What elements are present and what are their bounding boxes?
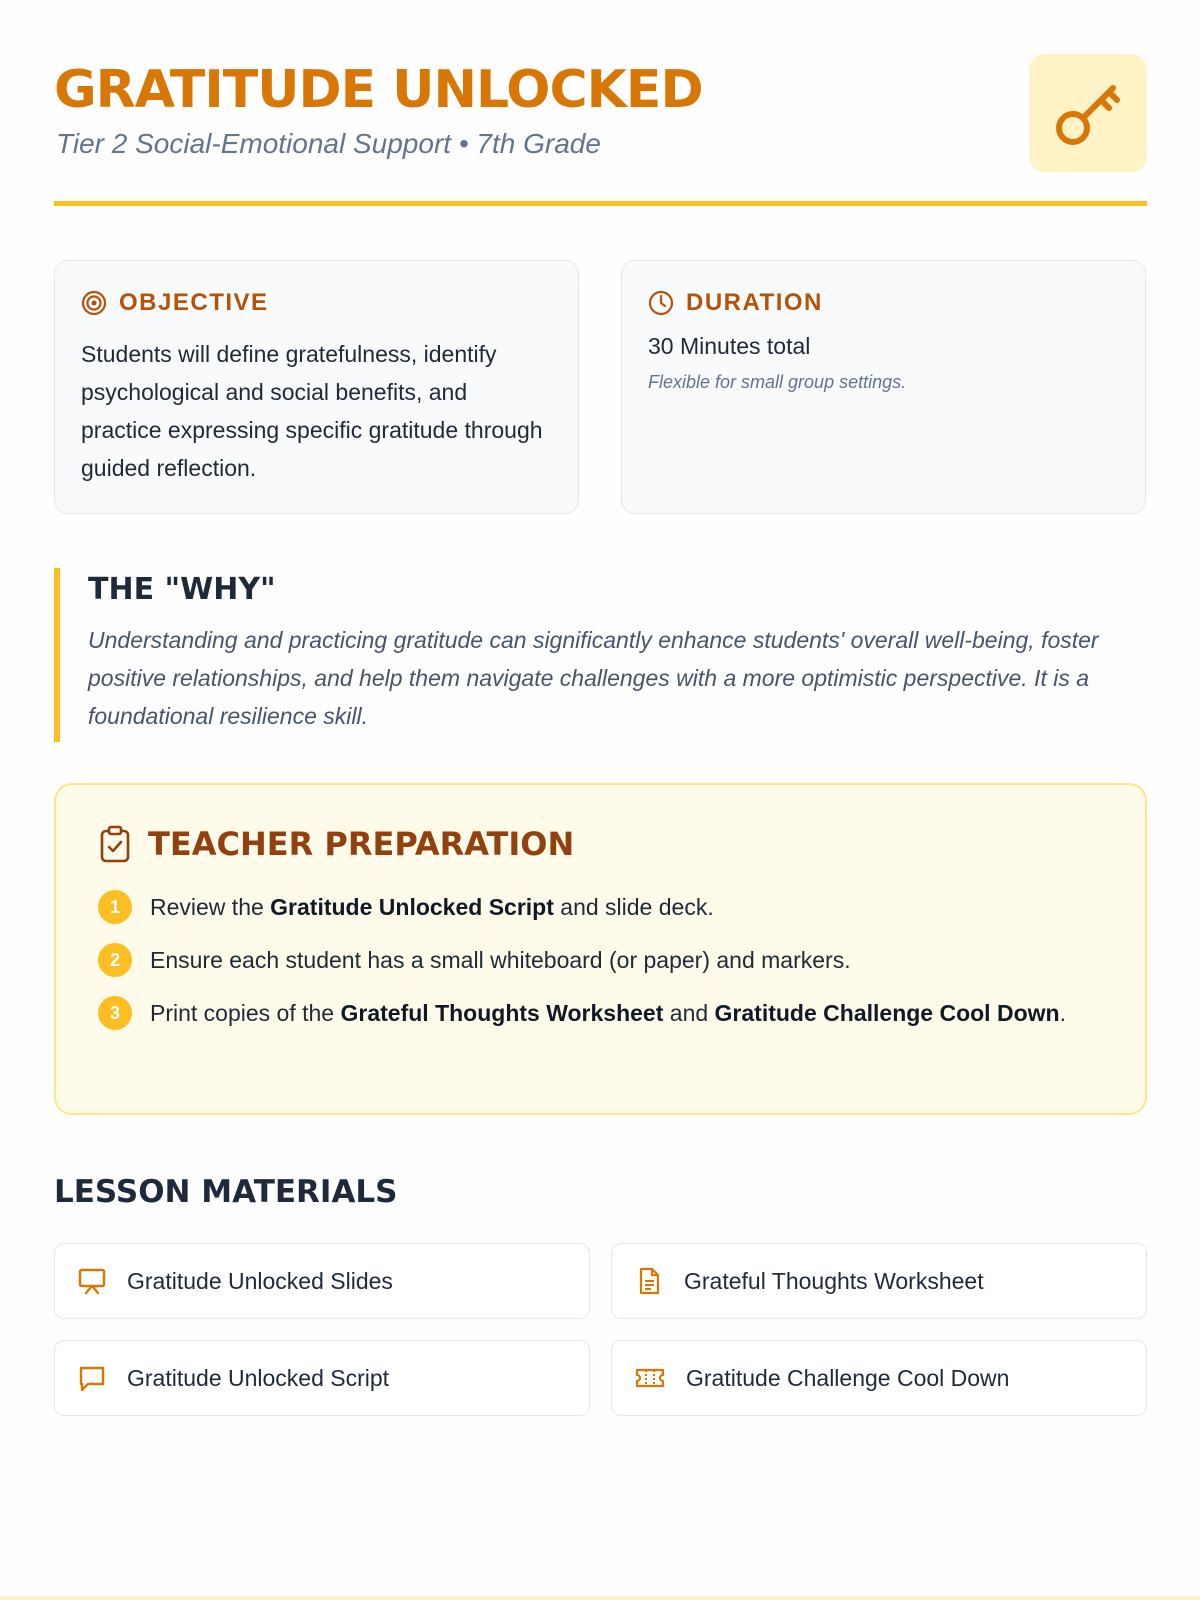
why-section — [54, 568, 1147, 742]
document-icon — [634, 1266, 664, 1296]
objective-text: Students will define gratefulness, identify psychological and social benefits, and practice expressing specific gratitude through guided reflection. — [81, 341, 543, 481]
material-label: Gratitude Unlocked Script — [127, 1364, 390, 1391]
ticket-icon — [634, 1363, 666, 1393]
speech-bubble-icon — [77, 1363, 107, 1393]
key-badge — [1029, 54, 1147, 172]
step-number-badge: 1 — [98, 890, 132, 924]
preparation-step: 1 Review the Gratitude Unlocked Script and slide deck. — [98, 891, 1103, 924]
page-subtitle: Tier 2 Social-Emotional Support • 7th Grade — [56, 128, 601, 159]
material-label: Grateful Thoughts Worksheet — [684, 1267, 984, 1294]
clipboard-check-icon — [98, 825, 132, 863]
target-icon — [81, 290, 107, 316]
key-icon — [1051, 76, 1125, 150]
preparation-step: 2 Ensure each student has a small whiteboard (or paper) and markers. — [98, 944, 1103, 977]
step-number-badge: 2 — [98, 943, 132, 977]
preparation-steps — [98, 891, 1103, 1030]
material-link-slides[interactable] — [54, 1243, 590, 1319]
step-number-badge: 3 — [98, 996, 132, 1030]
objective-heading: OBJECTIVE — [119, 289, 269, 316]
material-label: Gratitude Unlocked Slides — [127, 1267, 393, 1294]
duration-heading: DURATION — [686, 289, 823, 316]
material-label: Gratitude Challenge Cool Down — [686, 1364, 1010, 1391]
why-text: Understanding and practicing gratitude can significantly enhance students' overall well-being, foster positive relationships, and help them navigate challenges with a more optimistic perspective. It is a foundational resilience skill. — [88, 627, 1099, 729]
why-heading: THE "WHY" — [88, 572, 276, 607]
header — [54, 0, 1147, 206]
materials-heading: LESSON MATERIALS — [54, 1174, 398, 1210]
preparation-step: 3 Print copies of the Grateful Thoughts Worksheet and Gratitude Challenge Cool Down. — [98, 997, 1103, 1030]
duration-note: Flexible for small group settings. — [648, 372, 907, 392]
material-link-cool-down[interactable] — [611, 1340, 1147, 1416]
material-link-script[interactable] — [54, 1340, 590, 1416]
material-link-worksheet[interactable] — [611, 1243, 1147, 1319]
page-title: GRATITUDE UNLOCKED — [54, 60, 703, 120]
lesson-plan-page — [54, 0, 1147, 1391]
teacher-preparation-box — [54, 783, 1147, 1115]
duration-value: 30 Minutes total — [648, 333, 811, 359]
clock-icon — [648, 290, 674, 316]
bottom-accent-bar — [0, 1596, 1200, 1600]
presentation-icon — [77, 1266, 107, 1296]
preparation-heading: TEACHER PREPARATION — [148, 825, 575, 863]
duration-card — [621, 260, 1146, 514]
objective-card — [54, 260, 579, 514]
